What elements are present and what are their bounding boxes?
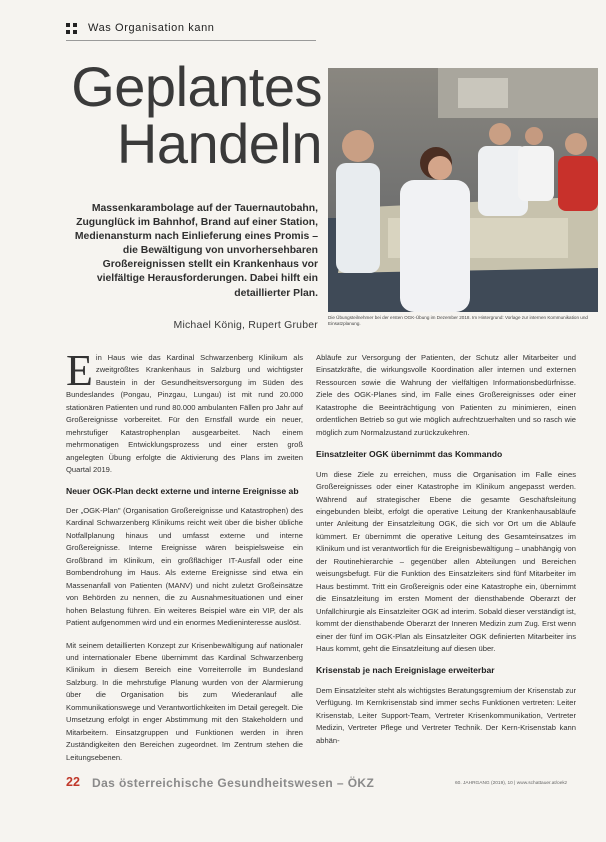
journal-title: Das österreichische Gesundheitswesen – ÖKZ xyxy=(92,776,375,790)
section-label: Was Organisation kann xyxy=(88,22,215,34)
photo-caption: Die Übungsteilnehmer bei der ersten OGK-Übung im Dezember 2018. Im Hintergrund: Vorlage zur internen Kommunikation und Einsatzplanung. xyxy=(328,315,588,326)
article-lead: Massenkarambolage auf der Tauernautobahn, Zugunglück im Bahnhof, Brand auf einer Station, Medienansturm nach Einlieferung eines Promis – die Bewältigung von unvorhersehbaren Großereignissen stellt ein Krankenhaus vor vielfältige Herausforderungen. Dabei hilft ein detaillierter Plan. xyxy=(74,203,318,299)
paragraph-concept: Mit seinem detaillierten Konzept zur Krisenbewältigung auf nationaler und internationaler Ebene übernimmt das Kardinal Schwarzenberg Klinikum in diesem Bereich eine Vorreiterrolle im Bundesland Salzburg. In die mehrstufige Planung wurden von der Alarmierung über die Organisation bis zum Wiederanlauf alle Kommunikationswege und Verantwortlichkeiten im Detail geregelt. Die Umsetzung erfolgt in enger Abstimmung mit den Stakeholdern und Mitarbeitern. Einsatzgruppen und Funktionen werden in ihren Zuständigkeiten den Bereichen zugeordnet. Im Zentrum stehen die Leitungsebenen. xyxy=(66,640,303,762)
paragraph-einsatzleiter: Um diese Ziele zu erreichen, muss die Organisation im Falle eines Großereignisses oder einer Katastrophe im Klinikum angepasst werden. Während auf strategischer Ebene die gesamte Geschäftsleitung eingebunden bleibt, erfolgt die operative Leitung der Krankenhausabläufe unter Anleitung der Einsatzleitung OGK, die sich vor Ort um die Abläufe kümmert. Er übernimmt die operative Leitung des Gesamteinsatzes im Klinikum und ist verantwortlich für die Ereignisbewältigung – unabhängig von der Routinehierarchie – gegenüber allen Abteilungen und Bereichen weisungsbefugt. Für die Funktion des Einsatzleiters sind fünf Mitarbeiter im Haus bestimmt. Tritt ein Großereignis oder eine Katastrophe ein, übernimmt die Einsatzleitung im ersten Moment der diensthabende Oberarzt der Unfallchirurgie als Einsatzleiter OGK ad interim. Sobald dieser verständigt ist, kommt der diensthabende Oberarzt der Inneren Medizin zum Zug. Erst wenn einer der fünf im OGK-Plan als Einsatzleiter OGK definierten Mitarbeiter ins Haus kommt, geht die Einsatzleitung auf diesen über. xyxy=(316,469,576,654)
title-line-1: Geplantes xyxy=(71,55,322,118)
article-authors: Michael König, Rupert Gruber xyxy=(173,319,318,331)
intro-paragraph xyxy=(66,346,303,477)
article-title xyxy=(60,55,322,175)
paragraph-goals: Abläufe zur Versorgung der Patienten, der Schutz aller Mitarbeiter und Einsatzkräfte, die wirkungsvolle Koordination aller internen und externen Ressourcen sowie die Wahrung der vielfältigen Informationsbedürfnisse. Ziele des OGK-Planes sind, im Falle eines Großereignisses oder einer Katastrophe die Beeinträchtigung von Patienten zu minimieren, einen ordentlichen Betrieb so gut wie möglich aufrechtzuerhalten und so rasch wie möglich zum Normalzustand zurückzukehren. xyxy=(316,353,576,437)
title-line-2: Handeln xyxy=(116,112,322,175)
text-column-2 xyxy=(316,352,576,747)
header-divider xyxy=(66,40,316,41)
subheading-krisenstab: Krisenstab je nach Ereignislage erweiterbar xyxy=(316,665,495,676)
issue-info: 60. JAHRGANG (2019), 10 | www.schattauer.at/oekz xyxy=(455,781,568,786)
training-scene-illustration xyxy=(328,68,598,312)
paragraph-ogk-plan: Der „OGK-Plan" (Organisation Großereignisse und Katastrophen) des Kardinal Schwarzenberg Klinikums reicht weit über die bisher übliche Notfallplanung hinaus und umfasst externe und interne Großereignisse. Interne Ereignisse wären beispielsweise ein Großbrand im Klinikum, ein großflächiger IT-Ausfall oder eine Bombendrohung im Haus. Als externe Ereignisse sind etwa ein Massenanfall von Patienten (MANV) und nicht zuletzt Großeinsätze von Behörden zu nennen, die zu Ausnahmesituationen und einer hohen Belastung führen. Ein weiteres Beispiel wäre ein VIP, der als Patient aufgenommen wird und ein enormes Medieninteresse auslöst. xyxy=(66,506,303,628)
intro-text: in Haus wie das Kardinal Schwarzenberg Klinikum als zweitgrößtes Krankenhaus in Salzburg und wichtigster Baustein in der Gesundheitsversorgung im Süden des Bundeslandes (Pongau, Pinzgau, Lungau) ist mit rund 20.000 stationären Patienten und rund 80.000 ambulanten Fällen pro Jahr auf Großereignisse vorbereitet. Für den Ernstfall wurde ein neuer, mehrstufiger Katastrophenplan ausgearbeitet. Nach einem mehrmonatigen Entwicklungsprozess und einer ersten groß angelegten Übung erfolgte die Aktivierung des Plans im zweiten Quartal 2019. xyxy=(66,353,303,475)
paragraph-krisenstab: Dem Einsatzleiter steht als wichtigstes Beratungsgremium der Krisenstab zur Verfügung. Im Kernkrisenstab sind immer sechs Funktionen vertreten: Leiter Krisenstab, Leiter Support-Team, Vertreter Krisenkommunikation, Vertreter Medizin, Vertreter Pflege und Vertreter Technik. Der Kern-Krisenstab kann abhän- xyxy=(316,685,576,745)
page-number: 22 xyxy=(66,775,80,789)
text-column-1 xyxy=(66,346,303,764)
article-photo xyxy=(328,68,598,312)
drop-cap: E xyxy=(66,346,93,395)
section-dots-icon xyxy=(66,23,77,34)
subheading-einsatzleiter: Einsatzleiter OGK übernimmt das Kommando xyxy=(316,449,503,460)
subheading-ogk-plan: Neuer OGK-Plan deckt externe und interne Ereignisse ab xyxy=(66,485,299,496)
